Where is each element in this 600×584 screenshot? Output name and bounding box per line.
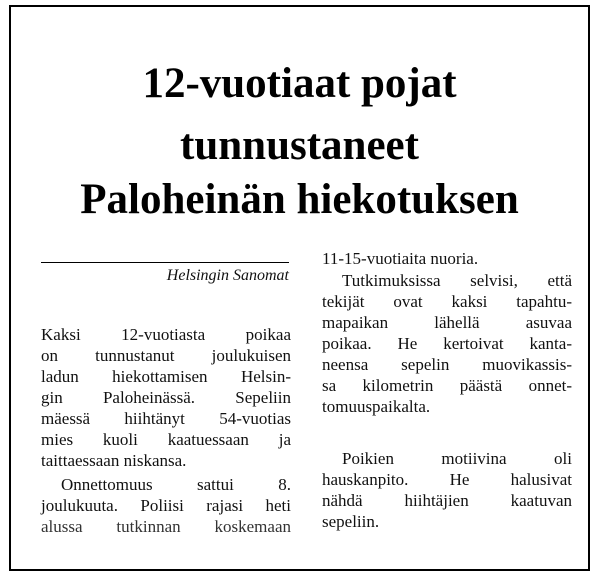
text-line: hauskanpito. He halusivat [322, 470, 572, 489]
text-line: tomuuspaikalta. [322, 397, 431, 416]
text-line: poikaa. He kertoivat kanta- [322, 334, 572, 353]
text-line: tekijät ovat kaksi tapahtu- [322, 292, 572, 311]
newspaper-clipping [9, 5, 590, 571]
text-line: taittaessaan niskansa. [41, 451, 187, 470]
text-line: Poikien motiivina oli [342, 449, 572, 468]
text-line: sa kilometrin päästä onnet- [322, 376, 572, 395]
text-line: neensa sepelin muovikassis- [322, 355, 572, 374]
headline-line-3: Paloheinän hiekotuksen [80, 176, 519, 223]
text-line: 11-15-vuotiaita nuoria. [322, 249, 479, 268]
text-line: mapaikan lähellä asuvaa [322, 313, 572, 332]
text-line: mies kuoli kaatuessaan ja [41, 430, 291, 449]
source-byline: Helsingin Sanomat [166, 267, 289, 284]
text-line: sepeliin. [322, 512, 380, 531]
text-line: gin Paloheinässä. Sepeliin [41, 388, 291, 407]
text-line: joulukuuta. Poliisi rajasi heti [41, 496, 291, 515]
text-line: Tutkimuksissa selvisi, että [342, 271, 572, 290]
text-line: alussa tutkinnan koskemaan [41, 517, 291, 536]
text-line: mäessä hiihtänyt 54-vuotias [41, 409, 291, 428]
text-line: nähdä hiihtäjien kaatuvan [322, 491, 572, 510]
text-line: Onnettomuus sattui 8. [61, 475, 291, 494]
headline-line-1: 12-vuotiaat pojat [142, 60, 457, 107]
text-line: ladun hiekottamisen Helsin- [41, 367, 291, 386]
source-rule [41, 262, 289, 263]
headline-line-2: tunnustaneet [180, 122, 419, 169]
text-line: on tunnustanut joulukuisen [41, 346, 291, 365]
text-line: Kaksi 12-vuotiasta poikaa [41, 325, 291, 344]
